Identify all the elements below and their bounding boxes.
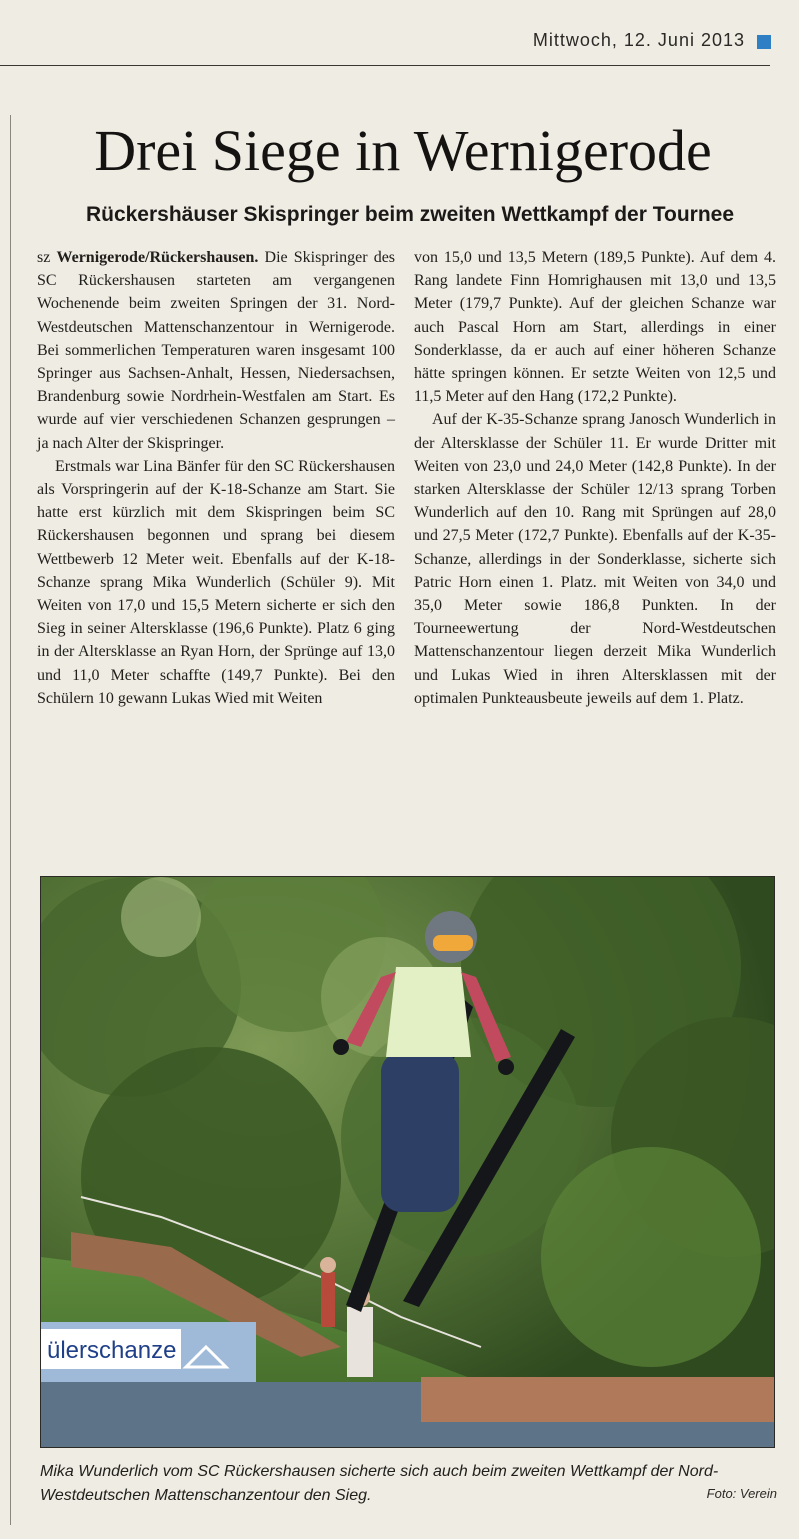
paragraph-3: von 15,0 und 13,5 Metern (189,5 Punkte). Auf dem 4. Rang landete Finn Homrighausen mit 13,0 und 13,5 Meter (179,7 Punkte). Auf der gleichen Schanze war auch Pascal Horn am Start, allerdings in einer Sonderklasse, da er auch auf einer höheren Schanze hätte springen können. Er setzte Weiten von 12,5 und 11,5 Meter auf den Hang (172,2 Punkte). [414,249,776,406]
column-rule [10,115,11,1525]
article-subheadline: Rückershäuser Skispringer beim zweiten Wettkampf der Tournee [85,203,735,226]
section-marker [757,35,771,49]
photo-credit: Foto: Verein [706,1486,777,1501]
photo-caption: Mika Wunderlich vom SC Rückershausen sicherte sich auch beim zweiten Wettkampf der Nord-Westdeutschen Mattenschanzentour den Sieg. [40,1463,719,1504]
paragraph-4: Auf der K-35-Schanze sprang Janosch Wunderlich in der Altersklasse der Schüler 11. Er wurde Dritter mit Weiten von 23,0 und 24,0 Meter (142,8 Punkte). In der starken Altersklasse der Schüler 12/13 sprang Torben Wunderlich auf den 10. Rang mit Sprüngen auf 28,0 und 27,5 Meter (172,7 Punkte). Ebenfalls auf der K-35-Schanze, allerdings in der Sonderklasse, sicherte sich Patric Horn einen 1. Platz. mit Weiten von 34,0 und 35,0 Meter sowie 186,8 Punkten. In der Tourneewertung der Nord-Westdeutschen Mattenschanzentour liegen derzeit Mika Wunderlich und Lukas Wied in ihren Altersklassen mit der optimalen Punkteausbeute jeweils auf dem 1. Platz. [414,411,776,707]
ski-jumper-photo [41,877,774,1447]
article-headline: Drei Siege in Wernigerode [94,118,712,183]
author-initials: sz [37,249,51,266]
header-rule [0,65,770,66]
article-column-left [37,246,395,710]
issue-date: Mittwoch, 12. Juni 2013 [532,30,745,50]
paragraph-1 [37,246,395,455]
dateline-place: Wernigerode/Rückershausen. [56,249,259,266]
article-photo [40,876,775,1448]
schanze-sign-text: ülerschanze [47,1337,177,1364]
paragraph-2: Erstmals war Lina Bänfer für den SC Rückershausen als Vorspringerin auf der K-18-Schanze am Start. Sie hatte erst kürzlich mit dem Skispringen beim SC Rückershausen begonnen und sprang bei diesem Wettbewerb 12 Meter weit. Ebenfalls auf der K-18-Schanze sprang Mika Wunderlich (Schüler 9). Mit Weiten von 17,0 und 15,5 Metern sicherte er sich den Sieg in seiner Altersklasse (196,6 Punkte). Platz 6 ging in der Altersklasse an Ryan Horn, der Sprünge auf 13,0 und 11,0 Meter schaffte (149,7 Punkte). Bei den Schülern 10 gewann Lukas Wied mit Weiten [37,457,395,707]
paragraph-1-text: Die Skispringer des SC Rückershausen starteten am vergangenen Wochenende beim zweiten Springen der 31. Nord-Westdeutschen Mattenschanzentour in Wernigerode. Bei sommerlichen Temperaturen waren insgesamt 100 Springer aus Sachsen-Anhalt, Hessen, Niedersachsen, Brandenburg sowie Nordrhein-Westfalen am Start. Es wurde auf vier verschiedenen Schanzen gesprungen – ja nach Alter der Skispringer. [37,249,396,452]
article-column-right [414,246,776,710]
